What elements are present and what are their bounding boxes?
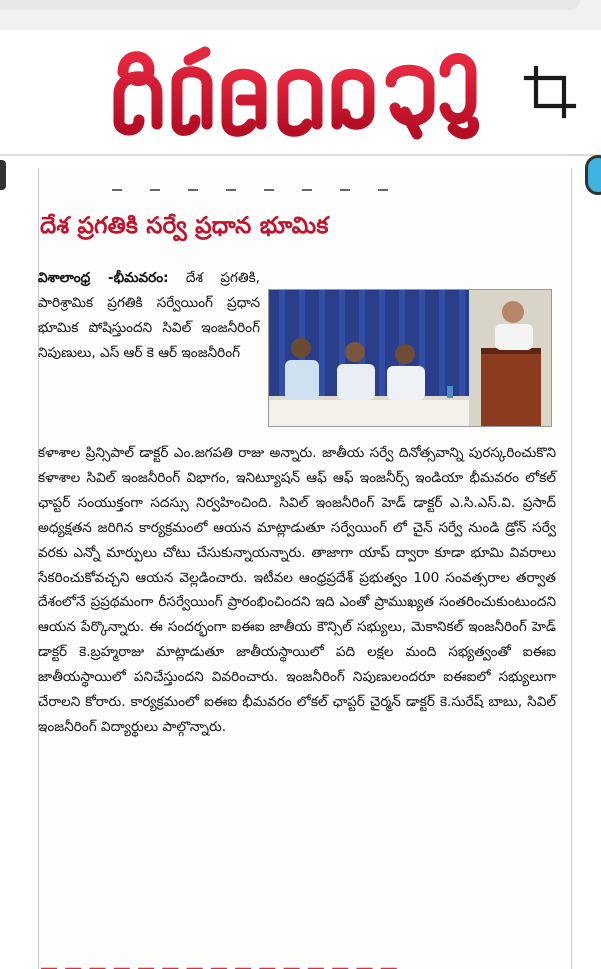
- article-lead-text: దేశ ప్రగతికి, పారిశ్రామిక ప్రగతికి సర్వేయింగ్ ప్రధాన భూమిక పోషిస్తుందని సివిల్ ఇంజనీరింగ్ నిపుణులు, ఎస్ ఆర్ కె ఆర్ ఇంజనీరింగ్: [38, 270, 260, 361]
- top-bar: [0, 0, 580, 10]
- next-headline-peek: — — — — — — — — — — — — — — —: [40, 958, 398, 969]
- article-dateline: విశాలాంధ్ర -భీమవరం:: [38, 270, 169, 286]
- next-article-peek: [40, 952, 560, 969]
- article-lead-column: [38, 266, 260, 366]
- crop-icon[interactable]: [522, 64, 578, 120]
- masthead-logo: [105, 42, 485, 142]
- newspaper-header: [0, 30, 601, 156]
- browser-top-strip: [0, 0, 601, 30]
- article-photo: [268, 289, 552, 427]
- masthead-logo-art: [105, 42, 485, 142]
- article-body: కళాశాల ప్రిన్సిపాల్ డాక్టర్ ఎం.జగపతి రాజు అన్నారు. జాతీయ సర్వే దినోత్సవాన్ని పురస్కరించుకొని కళాశాల సివిల్ ఇంజనీరింగ్ విభాగం, ఇనిట్యూషన్ ఆఫ్ ఆఫ్ ఇంజనీర్స్ ఇండియా భీమవరం లోకల్ ఛాప్టర్ సంయుక్తంగా సదస్సు నిర్వహించింది. సివిల్ ఇంజనీరింగ్ హెడ్ డాక్టర్ ఎ.సి.ఎస్.వి. ప్రసాద్ అధ్యక్షతన జరిగిన కార్యక్రమంలో ఆయన మాట్లాడుతూ సర్వేయింగ్ లో చైన్ సర్వే నుండి డ్రోన్ సర్వే వరకు ఎన్నో మార్పులు చోటు చేసుకున్నాయన్నారు. తాజాగా యాప్ ద్వారా కూడా భూమి వివరాలు సేకరించుకోవచ్చని ఆయన వెల్లడించారు. ఇటీవల ఆంధ్రప్రదేశ్ ప్రభుత్వం 100 సంవత్సరాల తర్వాత దేశంలోనే ప్రప్రథమంగా రీసర్వేయింగ్ ప్రారంభించిందని ఇది ఎంతో ప్రాముఖ్యత సంతరించుకుంటుందని ఆయన పేర్కొన్నారు. ఈ సందర్భంగా ఐఈఐ జాతీయ కౌన్సిల్ సభ్యులు, మెకానికల్ ఇంజనీరింగ్ హెడ్ డాక్టర్ కె.బ్రహ్మరాజు మాట్లాడుతూ జాతీయస్థాయిలో పది లక్షల మంది సభ్యత్వంతో ఐఈఐ జాతీయస్థాయిలో పనిచేస్తుందని వివరించారు. ఇంజనీరింగ్ నిపుణులందరూ ఐఈఐలో సభ్యులుగా చేరాలని కోరారు. కార్యక్రమంలో ఐఈఐ భీమవరం లోకల్ ఛాప్టర్ చైర్మన్ డాక్టర్ కె.సురేష్ బాబు, సివిల్ ఇంజనీరింగ్ విద్యార్థులు పాల్గొన్నారు.: [38, 445, 556, 735]
- crop-icon-glyph: [522, 64, 578, 120]
- article-headline: దేశ ప్రగతికి సర్వే ప్రధాన భూమిక: [40, 213, 329, 239]
- right-edge-handle[interactable]: [585, 155, 601, 195]
- cut-line-marks: [112, 176, 492, 188]
- left-scroll-handle: [0, 160, 6, 190]
- event-photo-art: [269, 290, 552, 427]
